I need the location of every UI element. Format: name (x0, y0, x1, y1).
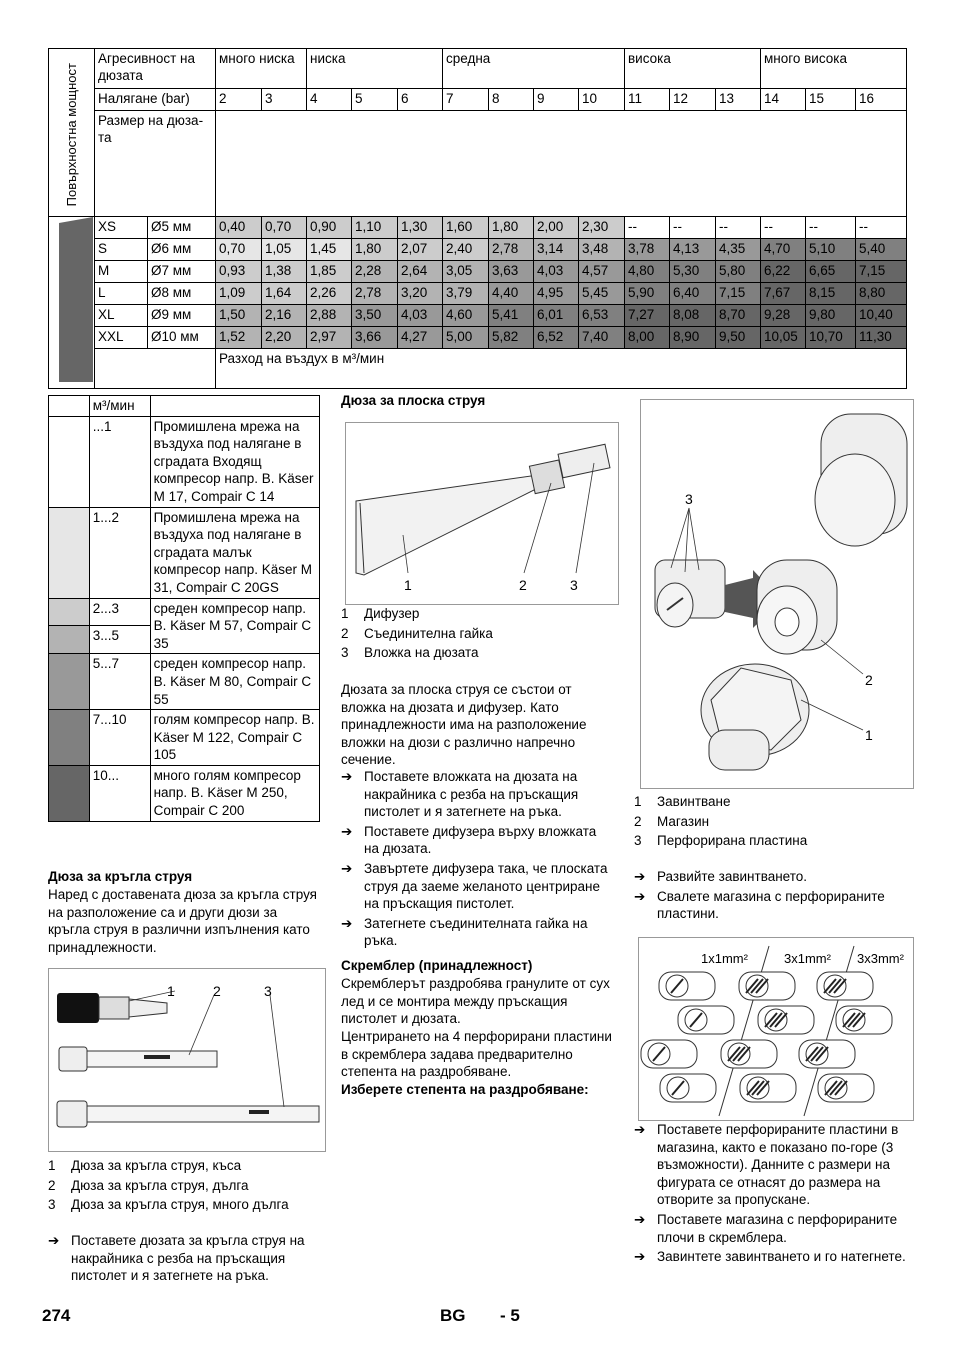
instruction-text: Завъртете дифузера така, че плоската струя да заеме желаното центриране на пръскащия пистолет. (364, 860, 608, 912)
level-very-low: много ниска (216, 49, 307, 89)
arrow-icon: ➔ (634, 869, 646, 884)
nozzle-diameter: Ø9 мм (148, 305, 216, 327)
scrambler-instructions-a (634, 868, 910, 923)
consumption-cell: 4,03 (534, 261, 579, 283)
compressor-description: Промишлена мрежа на въздуха под налягане в сградата Входящ компресор напр. В. Käser M 17, Compair C 14 (150, 416, 319, 507)
callout-3: 3 (685, 491, 693, 507)
instruction-text: Поставете дифузера върху вложката на дюзата. (364, 823, 597, 857)
nozzle-size: L (95, 283, 148, 305)
pressure-value: 8 (489, 89, 534, 111)
callout-2: 2 (213, 983, 221, 999)
instruction-text: Завинтете завинтването и го натегнете. (657, 1249, 906, 1265)
pressure-value: 2 (216, 89, 262, 111)
pressure-value: 10 (579, 89, 625, 111)
perforated-plate-icon (660, 1074, 716, 1102)
perforated-plate-icon (659, 972, 715, 1000)
consumption-cell: 7,27 (625, 305, 670, 327)
legend-text: Магазин (657, 813, 710, 829)
air-range: ...1 (89, 416, 150, 507)
consumption-cell: 6,01 (534, 305, 579, 327)
consumption-cell: 2,97 (307, 327, 352, 349)
consumption-cell: 6,22 (761, 261, 806, 283)
consumption-cell: 1,09 (216, 283, 262, 305)
air-unit-header: м³/мин (89, 396, 150, 417)
arrow-icon: ➔ (341, 823, 353, 839)
air-consumption-table (48, 48, 907, 389)
air-range: 1...2 (89, 507, 150, 598)
compressor-description: голям компресор напр. В. Käser M 122, Compair C 105 (150, 710, 319, 766)
compressor-description: много голям компресор напр. В. Käser M 250, Compair C 200 (150, 765, 319, 821)
language-code: BG (440, 1306, 466, 1325)
perforated-plate-icon (641, 1040, 697, 1068)
compressor-table (48, 395, 320, 822)
nozzle-size: XXL (95, 327, 148, 349)
consumption-cell: 9,28 (761, 305, 806, 327)
consumption-cell: 3,50 (352, 305, 398, 327)
callout-3: 3 (570, 577, 578, 593)
consumption-cell: 5,30 (670, 261, 716, 283)
consumption-cell: -- (856, 217, 907, 239)
consumption-cell: 9,80 (806, 305, 856, 327)
consumption-cell: 3,79 (443, 283, 489, 305)
consumption-cell: 10,05 (761, 327, 806, 349)
legend-number: 2 (341, 625, 349, 641)
side-label: Повърхностна мощност (64, 62, 79, 206)
scrambler-heading: Скремблер (принадлежност) (341, 958, 533, 973)
perforated-plates-image (655, 560, 725, 627)
callout-1: 1 (404, 577, 412, 593)
consumption-cell: 8,08 (670, 305, 716, 327)
compressor-description: Промишлена мрежа на въздуха под налягане в сградата малък компресор напр. Käser M 31, Compair C 20GS (150, 507, 319, 598)
diffuser-image (356, 475, 544, 575)
pressure-value: 11 (625, 89, 670, 111)
consumption-cell: 2,20 (262, 327, 307, 349)
instruction-text: Поставете дюзата за кръгла струя на накрайника с резба на пръскащия пистолет и я затегнете на ръка. (71, 1233, 305, 1284)
scrambler-select-label: Изберете степента на раздробяване: (341, 1082, 589, 1097)
consumption-cell: 2,07 (398, 239, 443, 261)
consumption-cell: 4,95 (534, 283, 579, 305)
legend-text: Дюза за кръгла струя, къса (71, 1158, 242, 1173)
consumption-cell: 4,35 (716, 239, 761, 261)
consumption-cell: 1,80 (489, 217, 534, 239)
nozzle-diameter: Ø10 мм (148, 327, 216, 349)
plate-arrangement-figure (638, 937, 914, 1121)
consumption-cell: 8,70 (716, 305, 761, 327)
perforated-plate-icon (678, 1006, 734, 1034)
consumption-cell: 7,67 (761, 283, 806, 305)
consumption-cell: 3,66 (352, 327, 398, 349)
legend-text: Завинтване (657, 794, 731, 809)
legend-number: 3 (341, 645, 349, 661)
consumption-cell: 6,40 (670, 283, 716, 305)
pressure-value: 5 (352, 89, 398, 111)
air-range: 3...5 (89, 626, 150, 654)
legend-text: Дюза за кръгла струя, дълга (71, 1177, 249, 1193)
consumption-cell: -- (806, 217, 856, 239)
legend-text: Перфорирана пластина (657, 833, 808, 849)
arrow-icon: ➔ (634, 1211, 646, 1227)
consumption-cell: 3,78 (625, 239, 670, 261)
consumption-cell: 2,88 (307, 305, 352, 327)
flat-nozzle-figure (345, 422, 619, 605)
air-range: 2...3 (89, 598, 150, 626)
consumption-cell: 8,80 (856, 283, 907, 305)
air-range: 7...10 (89, 710, 150, 766)
consumption-cell: -- (716, 217, 761, 239)
pressure-value: 3 (262, 89, 307, 111)
pressure-value: 15 (806, 89, 856, 111)
scrambler-text-2: Центрирането на 4 перфорирани пластини в скремблера задава предварително степента на раздробяване. (341, 1029, 612, 1080)
consumption-cell: 2,26 (307, 283, 352, 305)
plate-label-1x1: 1x1mm² (701, 951, 748, 966)
pressure-value: 9 (534, 89, 579, 111)
nozzle-size-label: Размер на дюза-та (95, 111, 216, 217)
shade-swatch (49, 710, 90, 766)
nozzle-size: S (95, 239, 148, 261)
nozzle-diameter: Ø5 мм (148, 217, 216, 239)
short-nozzle-image (57, 993, 167, 1023)
consumption-cell: 3,14 (534, 239, 579, 261)
consumption-cell: 6,52 (534, 327, 579, 349)
pressure-value: 12 (670, 89, 716, 111)
legend-text: Дифузер (364, 606, 420, 621)
level-high: висока (625, 49, 761, 89)
page-number: 274 (42, 1306, 71, 1325)
arrow-icon: ➔ (634, 1122, 646, 1137)
consumption-cell: 2,78 (489, 239, 534, 261)
consumption-cell: 4,13 (670, 239, 716, 261)
magazine-image (757, 560, 837, 654)
plate-label-3x3: 3x3mm² (857, 951, 904, 966)
consumption-cell: 1,64 (262, 283, 307, 305)
compressor-description: среден компресор напр. В. Käser M 57, Compair C 35 (150, 598, 319, 654)
level-very-high: много висока (761, 49, 907, 89)
consumption-cell: 10,70 (806, 327, 856, 349)
consumption-cell: -- (670, 217, 716, 239)
round-nozzle-instruction (48, 1232, 343, 1285)
shade-swatch (49, 507, 90, 598)
consumption-cell: 3,20 (398, 283, 443, 305)
nozzle-diameter: Ø7 мм (148, 261, 216, 283)
instruction-text: Поставете перфорираните пластини в магазина, както е показано по-горе (3 възможности). Данните с размери на фигурата се отнасят до размера на отворите за пропускане. (657, 1122, 899, 1208)
round-nozzle-heading: Дюза за кръгла струя (48, 869, 193, 884)
consumption-cell: -- (625, 217, 670, 239)
consumption-cell: 1,45 (307, 239, 352, 261)
consumption-cell: 3,63 (489, 261, 534, 283)
instruction-text: Поставете вложката на дюзата на накрайника с резба на пръскащия пистолет и я затегнете на ръка. (364, 769, 579, 820)
pressure-label: Налягане (bar) (95, 89, 216, 111)
consumption-cell: 2,00 (534, 217, 579, 239)
callout-2: 2 (519, 577, 527, 593)
air-range: 5...7 (89, 654, 150, 710)
flat-nozzle-text: Дюзата за плоска струя се състои от вложка на дюзата и дифузер. Като принадлежности има на разположение вложки на дюзи с различно напречно сечение. (341, 682, 587, 768)
consumption-cell: 8,15 (806, 283, 856, 305)
consumption-cell: 6,53 (579, 305, 625, 327)
union-nut-image (529, 460, 564, 494)
legend-text: Съединителна гайка (364, 625, 493, 641)
consumption-cell: 1,80 (352, 239, 398, 261)
consumption-cell: 2,30 (579, 217, 625, 239)
arrow-icon: ➔ (634, 1249, 646, 1265)
arrow-icon: ➔ (341, 769, 353, 784)
shade-swatch (49, 416, 90, 507)
consumption-cell: 2,78 (352, 283, 398, 305)
consumption-cell: 5,10 (806, 239, 856, 261)
consumption-cell: 2,40 (443, 239, 489, 261)
pressure-value: 14 (761, 89, 806, 111)
legend-number: 1 (341, 606, 349, 621)
perforated-plate-icon (721, 1040, 777, 1068)
consumption-cell: 7,15 (856, 261, 907, 283)
legend-number: 2 (48, 1177, 56, 1193)
legend-number: 1 (634, 794, 642, 809)
arrow-icon: ➔ (341, 915, 353, 931)
air-empty-header (150, 396, 319, 417)
screw-fitting-image (701, 664, 809, 770)
legend-number: 3 (48, 1197, 56, 1213)
consumption-cell: 1,52 (216, 327, 262, 349)
shade-swatch (49, 626, 90, 654)
perforated-plate-icon (817, 972, 873, 1000)
plate-label-3x1: 3x1mm² (784, 951, 831, 966)
legend-number: 3 (634, 833, 642, 849)
consumption-cell: 1,50 (216, 305, 262, 327)
consumption-cell: 4,80 (625, 261, 670, 283)
consumption-cell: 5,82 (489, 327, 534, 349)
shade-header (49, 396, 90, 417)
instruction-text: Поставете магазина с перфорираните плочи в скремблера. (657, 1211, 898, 1245)
consumption-cell: 7,15 (716, 283, 761, 305)
level-medium: средна (443, 49, 625, 89)
consumption-cell: 1,60 (443, 217, 489, 239)
flat-nozzle-heading: Дюза за плоска струя (341, 393, 486, 408)
consumption-cell: 1,05 (262, 239, 307, 261)
air-range: 10... (89, 765, 150, 821)
consumption-cell: 2,64 (398, 261, 443, 283)
consumption-cell: 8,00 (625, 327, 670, 349)
section-number: - 5 (500, 1306, 520, 1325)
consumption-cell: 2,16 (262, 305, 307, 327)
instruction-text: Затегнете съединителната гайка на ръка. (364, 915, 588, 949)
instruction-text: Развийте завинтването. (657, 869, 808, 884)
consumption-cell: 0,70 (262, 217, 307, 239)
callout-3: 3 (264, 983, 272, 999)
callout-2: 2 (865, 672, 873, 688)
round-nozzle-legend (48, 1157, 324, 1214)
consumption-cell: 0,90 (307, 217, 352, 239)
scrambler-instructions-b (634, 1121, 910, 1266)
pressure-value: 16 (856, 89, 907, 111)
shade-swatch (49, 765, 90, 821)
perforated-plate-icon (758, 1006, 814, 1034)
consumption-cell: 5,45 (579, 283, 625, 305)
consumption-cell: 8,90 (670, 327, 716, 349)
consumption-cell: 1,10 (352, 217, 398, 239)
consumption-cell: 4,03 (398, 305, 443, 327)
level-low: ниска (307, 49, 443, 89)
perforated-plate-icon (739, 972, 795, 1000)
perforated-plate-icon (740, 1074, 796, 1102)
consumption-cell: 4,70 (761, 239, 806, 261)
nozzle-size: M (95, 261, 148, 283)
long-nozzle-image (59, 1047, 217, 1071)
shade-swatch (49, 598, 90, 626)
very-long-nozzle-image (57, 1101, 319, 1127)
callout-1: 1 (865, 727, 873, 743)
scrambler-legend (634, 793, 910, 850)
consumption-cell: 6,65 (806, 261, 856, 283)
round-nozzle-figure (48, 968, 326, 1152)
nozzle-size: XS (95, 217, 148, 239)
flat-nozzle-legend (341, 605, 617, 662)
consumption-cell: 5,41 (489, 305, 534, 327)
nozzle-insert-image (558, 444, 610, 477)
compressor-description: среден компресор напр. В. Käser M 80, Compair C 55 (150, 654, 319, 710)
consumption-cell: 3,48 (579, 239, 625, 261)
pressure-value: 6 (398, 89, 443, 111)
consumption-cell: 5,40 (856, 239, 907, 261)
nozzle-diameter: Ø6 мм (148, 239, 216, 261)
consumption-cell: 10,40 (856, 305, 907, 327)
intensity-wedge (49, 217, 95, 389)
legend-number: 2 (634, 813, 642, 829)
size-header-blank (216, 111, 907, 217)
footer-blank (95, 349, 216, 389)
scrambler-text-1: Скремблерът раздробява гранулите от сух лед и се монтира между пръскащия пистолет и дюзата. (341, 976, 610, 1027)
consumption-cell: 0,93 (216, 261, 262, 283)
consumption-cell: 2,28 (352, 261, 398, 283)
nozzle-diameter: Ø8 мм (148, 283, 216, 305)
arrow-icon: ➔ (341, 860, 353, 876)
consumption-cell: 0,70 (216, 239, 262, 261)
callout-1: 1 (167, 983, 175, 999)
perforated-plate-icon (836, 1006, 892, 1034)
consumption-cell: 4,27 (398, 327, 443, 349)
consumption-cell: 11,30 (856, 327, 907, 349)
consumption-cell: 9,50 (716, 327, 761, 349)
consumption-cell: 5,90 (625, 283, 670, 305)
arrow-icon: ➔ (48, 1233, 60, 1248)
screw-cap-top-image (815, 414, 907, 546)
pressure-value: 7 (443, 89, 489, 111)
legend-number: 1 (48, 1158, 56, 1173)
consumption-cell: -- (761, 217, 806, 239)
scrambler-figure (640, 399, 914, 789)
flat-nozzle-instructions (341, 768, 615, 950)
shade-swatch (49, 654, 90, 710)
consumption-cell: 4,40 (489, 283, 534, 305)
consumption-cell: 4,57 (579, 261, 625, 283)
surface-power-header (49, 49, 95, 217)
round-nozzle-text: Наред с доставената дюза за кръгла струя на разположение са и други дюзи за кръгла струя в различни изпълнения като принадлежности. (48, 887, 317, 955)
perforated-plate-icon (799, 1040, 855, 1068)
pressure-value: 13 (716, 89, 761, 111)
aggressiveness-label: Агресивност на дюзата (95, 49, 216, 89)
consumption-cell: 1,85 (307, 261, 352, 283)
perforated-plate-icon (818, 1074, 874, 1102)
consumption-cell: 1,38 (262, 261, 307, 283)
consumption-cell: 1,30 (398, 217, 443, 239)
instruction-text: Свалете магазина с перфорираните пластини. (657, 888, 885, 922)
legend-text: Дюза за кръгла струя, много дълга (71, 1197, 289, 1213)
pressure-value: 4 (307, 89, 352, 111)
consumption-cell: 3,05 (443, 261, 489, 283)
legend-text: Вложка на дюзата (364, 645, 479, 661)
consumption-cell: 7,40 (579, 327, 625, 349)
consumption-cell: 5,00 (443, 327, 489, 349)
nozzle-size: XL (95, 305, 148, 327)
air-consumption-unit-label: Разход на въздух в м³/мин (216, 349, 907, 389)
consumption-cell: 4,60 (443, 305, 489, 327)
consumption-cell: 0,40 (216, 217, 262, 239)
arrow-icon: ➔ (634, 888, 646, 904)
consumption-cell: 5,80 (716, 261, 761, 283)
